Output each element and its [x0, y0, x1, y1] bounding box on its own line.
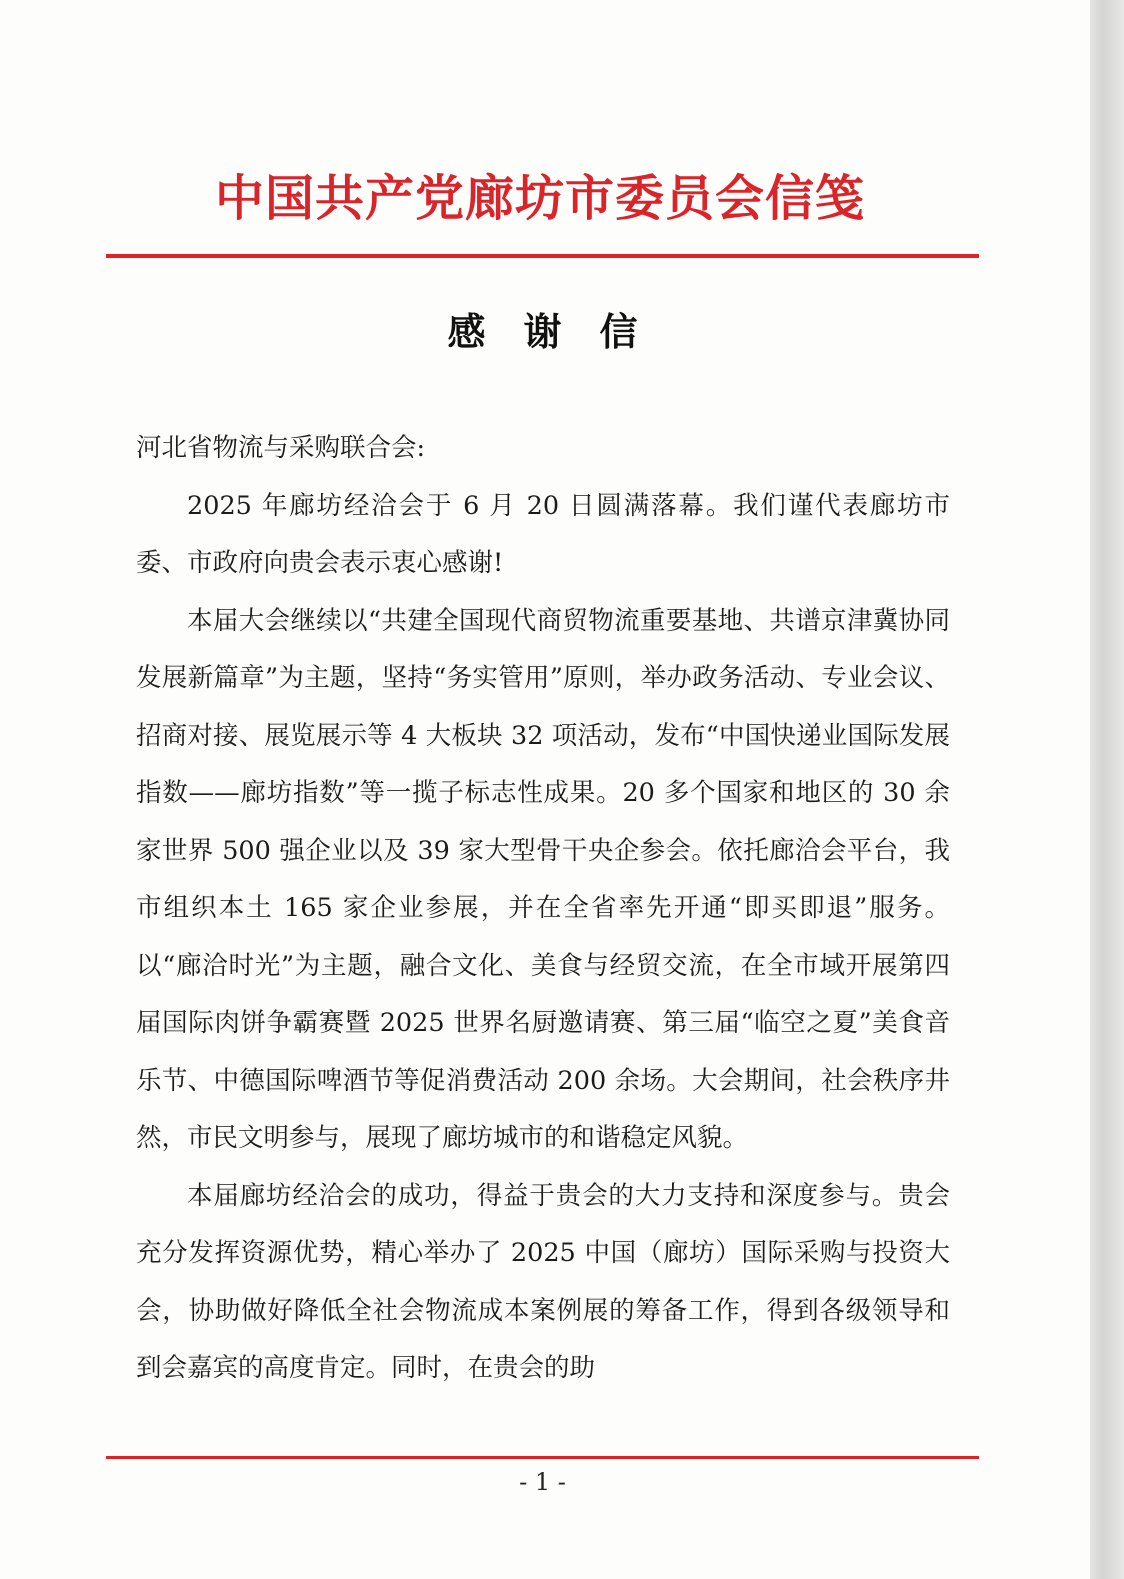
scan-page-edge: [1090, 0, 1124, 1579]
salutation: 河北省物流与采购联合会:: [136, 433, 426, 463]
footer-red-rule: [106, 1456, 979, 1459]
letter-body: [136, 420, 950, 1398]
paragraph-2: 本届大会继续以“共建全国现代商贸物流重要基地、共谱京津冀协同发展新篇章”为主题，坚持“务实管用”原则，举办政务活动、专业会议、招商对接、展览展示等 4 大板块 32 项活动，发布“中国快递业国际发展指数——廊坊指数”等一揽子标志性成果。20 多个国家和地区的 30 余家世界 500 强企业以及 39 家大型骨干央企参会。依托廊洽会平台，我市组织本土 165 家企业参展，并在全省率先开通“即买即退”服务。以“廊洽时光”为主题，融合文化、美食与经贸交流，在全市域开展第四届国际肉饼争霸赛暨 2025 世界名厨邀请赛、第三届“临空之夏”美食音乐节、中德国际啤酒节等促消费活动 200 余场。大会期间，社会秩序井然，市民文明参与，展现了廊坊城市的和谐稳定风貌。: [136, 605, 950, 1153]
document-title: 感谢信: [447, 310, 676, 354]
letterhead-red-rule: [106, 254, 979, 258]
paragraph-1: 2025 年廊坊经洽会于 6 月 20 日圆满落幕。我们谨代表廊坊市委、市政府向贵会表示衷心感谢!: [136, 490, 950, 578]
paragraph-3: 本届廊坊经洽会的成功，得益于贵会的大力支持和深度参与。贵会充分发挥资源优势，精心举办了 2025 中国（廊坊）国际采购与投资大会，协助做好降低全社会物流成本案例展的筹备工作，得到各级领导和到会嘉宾的高度肯定。同时，在贵会的助: [136, 1180, 950, 1383]
letterhead-title: 中国共产党廊坊市委员会信笺: [214, 169, 865, 227]
page-number: - 1 -: [519, 1468, 566, 1496]
